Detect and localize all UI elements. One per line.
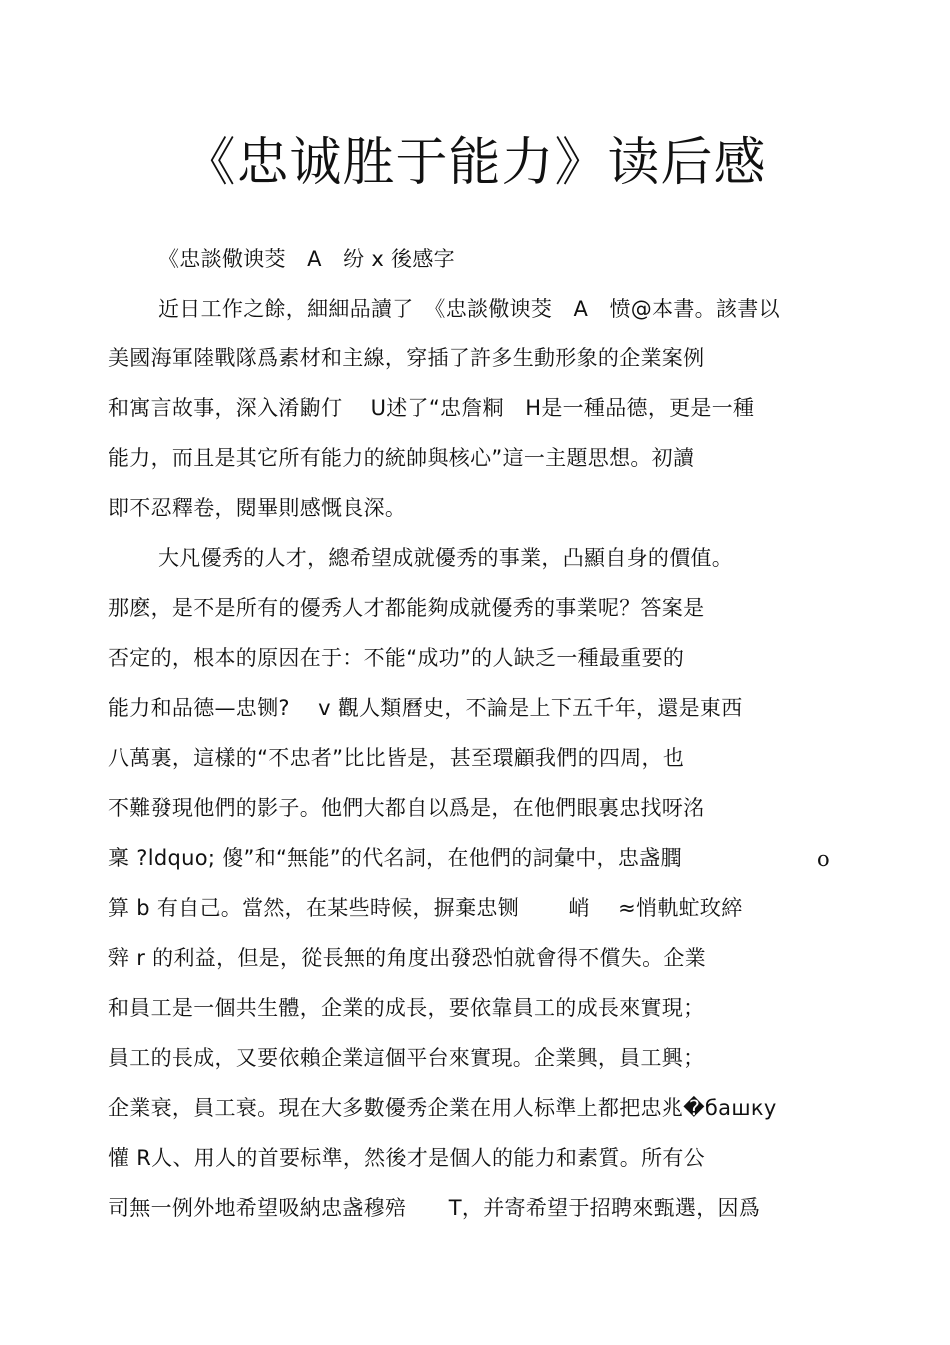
paragraph-line: 大凡優秀的人才，總希望成就優秀的事業，凸顯自身的價值。	[158, 546, 734, 570]
paragraph-line: 八萬裏，這樣的“不忠者”比比皆是，甚至環顧我們的四周，也	[108, 746, 685, 770]
paragraph-line: 能力，而且是其它所有能力的統帥與核心”這一主題思想。初讀	[108, 446, 695, 470]
subtitle-line: 《忠談儆谀茭 A 纷 x 後感字	[158, 247, 455, 271]
paragraph-line: 即不忍釋卷，閱畢則感慨良深。	[108, 496, 407, 520]
paragraph-line: 近日工作之餘，細細品讀了 《忠談儆谀茭 A 愤@本書。該書以	[158, 297, 780, 321]
paragraph-line: 美國海軍陸戰隊爲素材和主線，穿插了許多生動形象的企業案例	[108, 346, 705, 370]
paragraph-line: 不難發現他們的影子。他們大都自以爲是，在他們眼裏忠找呀洺	[108, 796, 705, 820]
paragraph-line: 和寓言故事，深入淆鼩仃 U述了“忠詹粡 H是一種品德，更是一種	[108, 396, 755, 420]
paragraph-line: 員工的長成，又要依賴企業這個平台來實現。企業興，員工興；	[108, 1046, 705, 1070]
paragraph-line: 那麽，是不是所有的優秀人才都能夠成就優秀的事業呢？答案是	[108, 596, 705, 620]
paragraph-line: 辤 r 的利益，但是，從長無的角度出發恐怕就會得不償失。企業	[108, 946, 706, 970]
stray-character: o	[817, 847, 830, 871]
page-title: 《忠诚胜于能力》读后感	[183, 133, 767, 193]
paragraph-line: 稟 ?ldquo; 傻”和“無能”的代名詞，在他們的詞彙中，忠盏膶	[108, 846, 682, 870]
paragraph-line: 企業衰，員工衰。現在大多數優秀企業在用人标準上都把忠兆�башку	[108, 1096, 777, 1120]
paragraph-line: 否定的，根本的原因在于：不能“成功”的人缺乏一種最重要的	[108, 646, 685, 670]
paragraph-line: 能力和品德—忠铡? v 觀人類曆史，不論是上下五千年，還是東西	[108, 696, 743, 720]
paragraph-line: 和員工是一個共生體，企業的成長，要依靠員工的成長來實現；	[108, 996, 705, 1020]
paragraph-line: 司無一例外地希望吸納忠盏穆殕 T，并寄希望于招聘來甄選，因爲	[108, 1196, 761, 1220]
paragraph-line: 懽 R人、用人的首要标準，然後才是個人的能力和素質。所有公	[108, 1146, 705, 1170]
paragraph-line: 算 b 有自己。當然，在某些時候，摒棄忠铡 峭 ≈悄軌虻玫綷	[108, 896, 743, 920]
